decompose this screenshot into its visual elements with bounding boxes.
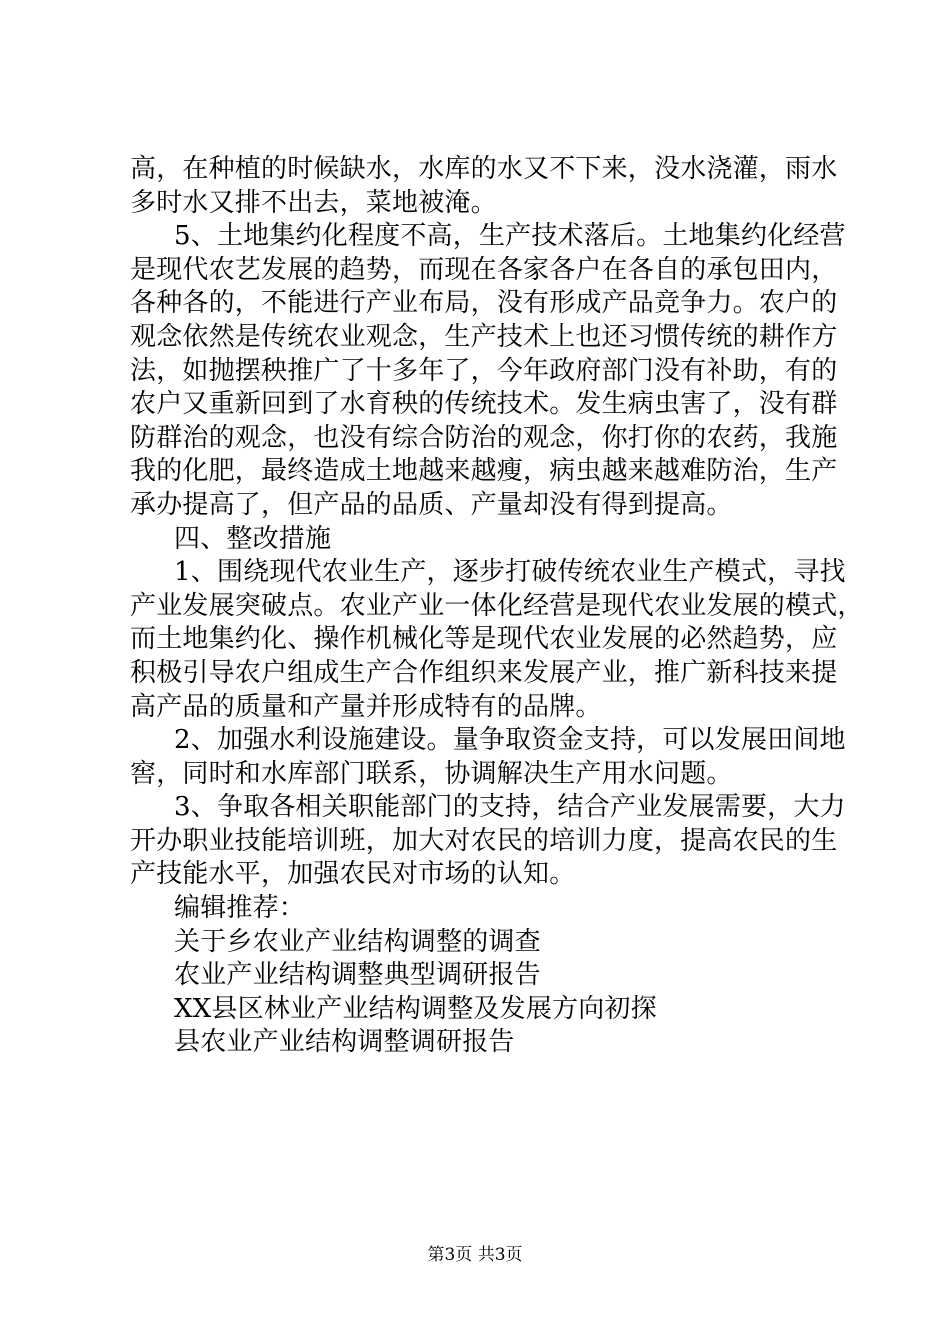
text-line: 产技能水平，加强农民对市场的认知。 — [130, 859, 576, 890]
text-line: 1、围绕现代农业生产，逐步打破传统农业生产模式，寻找 — [174, 557, 846, 588]
text-line: 县农业产业结构调整调研报告 — [174, 1027, 515, 1058]
text-line: 高产品的质量和产量并形成特有的品牌。 — [130, 691, 602, 722]
text-line: 我的化肥，最终造成土地越来越瘦，病虫越来越难防治，生产 — [130, 456, 838, 487]
text-line: 农户又重新回到了水育秧的传统技术。发生病虫害了，没有群 — [130, 389, 838, 420]
document-body — [130, 153, 864, 1060]
text-line: 5、土地集约化程度不高，生产技术落后。土地集约化经营 — [174, 221, 846, 252]
text-line: XX县区林业产业结构调整及发展方向初探 — [174, 993, 657, 1024]
text-line: 2、加强水利设施建设。量争取资金支持，可以发展田间地 — [174, 725, 846, 756]
text-line: 编辑推荐： — [174, 893, 306, 924]
text-line: 开办职业技能培训班，加大对农民的培训力度，提高农民的生 — [130, 825, 838, 856]
text-line: 承办提高了，但产品的品质、产量却没有得到提高。 — [130, 489, 733, 520]
text-line: 积极引导农户组成生产合作组织来发展产业，推广新科技来提 — [130, 657, 838, 688]
text-line: 观念依然是传统农业观念，生产技术上也还习惯传统的耕作方 — [130, 321, 838, 352]
text-line: 产业发展突破点。农业产业一体化经营是现代农业发展的模式， — [130, 590, 864, 621]
text-line: 高，在种植的时候缺水，水库的水又不下来，没水浇灌，雨水 — [130, 154, 838, 184]
text-line: 多时水又排不出去，菜地被淹。 — [130, 187, 497, 218]
text-line: 防群治的观念，也没有综合防治的观念，你打你的农药，我施 — [130, 422, 838, 453]
text-line: 而土地集约化、操作机械化等是现代农业发展的必然趋势，应 — [130, 624, 838, 655]
text-line: 法，如抛摆秧推广了十多年了，今年政府部门没有补助，有的 — [130, 355, 838, 386]
text-line: 各种各的，不能进行产业布局，没有形成产品竞争力。农户的 — [130, 288, 838, 319]
text-line: 农业产业结构调整典型调研报告 — [174, 960, 541, 991]
text-line: 3、争取各相关职能部门的支持，结合产业发展需要，大力 — [174, 792, 846, 823]
text-line: 是现代农艺发展的趋势，而现在各家各户在各自的承包田内， — [130, 254, 838, 285]
page-footer: 第3页 共3页 — [427, 1245, 523, 1265]
text-line: 窖，同时和水库部门联系，协调解决生产用水问题。 — [130, 758, 733, 789]
text-line: 四、整改措施 — [174, 523, 332, 554]
text-line: 关于乡农业产业结构调整的调查 — [174, 926, 541, 957]
